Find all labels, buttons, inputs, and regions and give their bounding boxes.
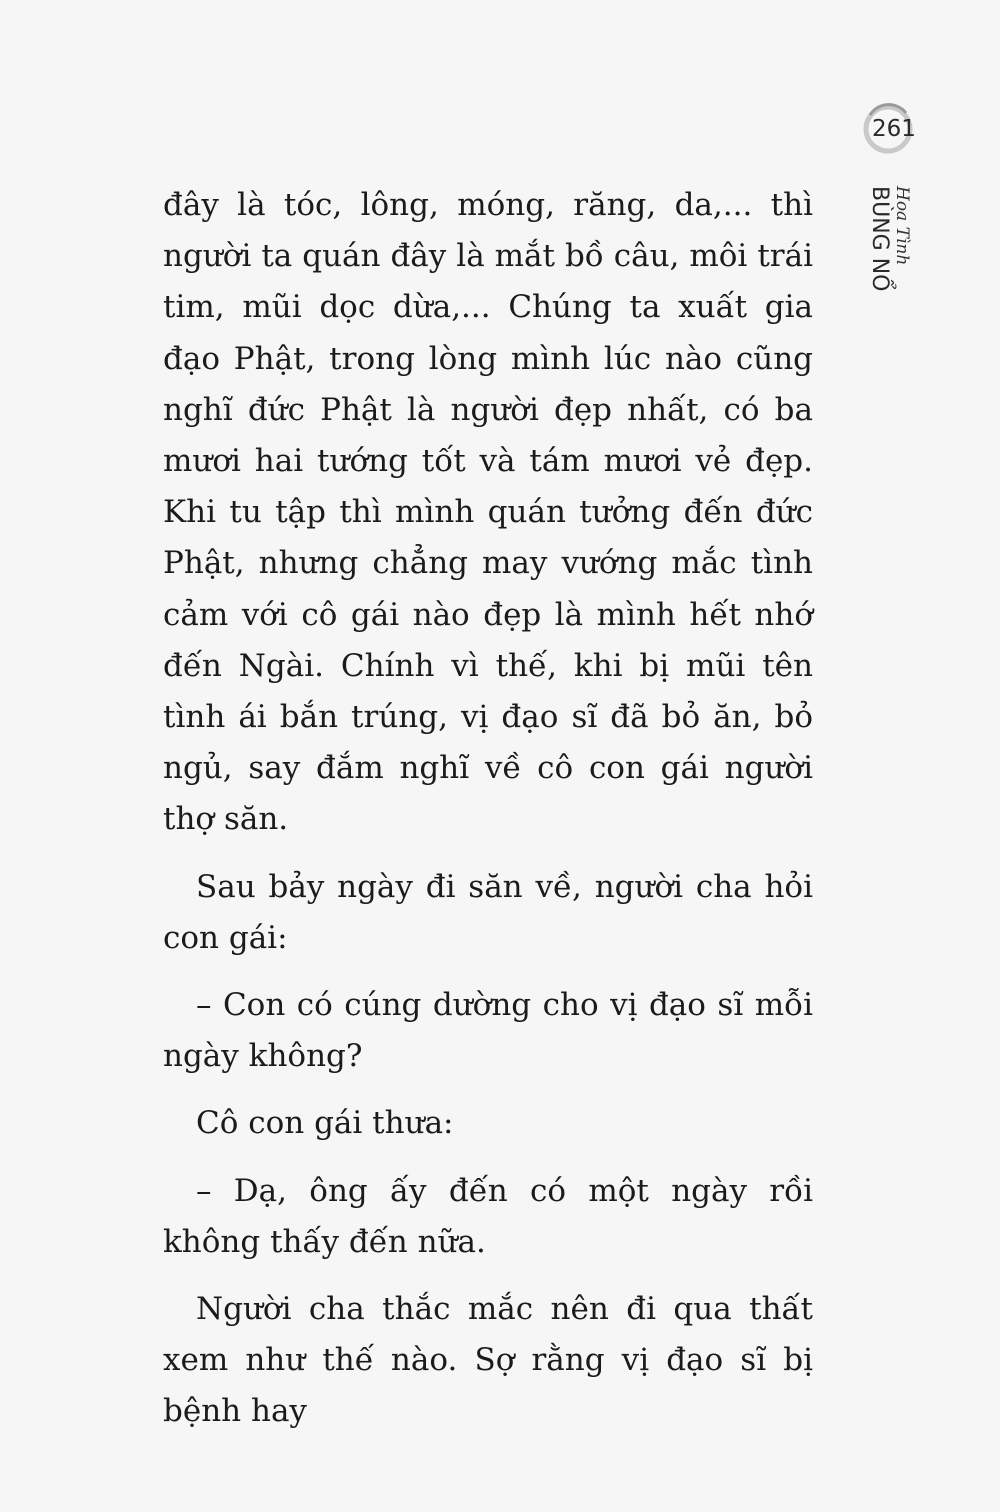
book-title-script: Hoa Tình — [892, 186, 912, 266]
page-number-badge — [862, 103, 914, 155]
paragraph-1: đây là tóc, lông, móng, răng, da,... thì người ta quán đây là mắt bồ câu, môi trái tim, mũi dọc dừa,... Chúng ta xuất gia đạo Phật, trong lòng mình lúc nào cũng nghĩ đức Phật là người đẹp nhất, có ba mươi hai tướng tốt và tám mươi vẻ đẹp. Khi tu tập thì mình quán tưởng đến đức Phật, nhưng chẳng may vướng mắc tình cảm với cô gái nào đẹp là mình hết nhớ đến Ngài. Chính vì thế, khi bị mũi tên tình ái bắn trúng, vị đạo sĩ đã bỏ ăn, bỏ ngủ, say đắm nghĩ về cô con gái người thợ săn. — [163, 187, 813, 838]
paragraph-2: Sau bảy ngày đi săn về, người cha hỏi con gái: — [163, 868, 813, 956]
running-title — [866, 186, 926, 296]
paragraph-5: – Dạ, ông ấy đến có một ngày rồi không thấy đến nữa. — [163, 1172, 813, 1260]
paragraph-4: Cô con gái thưa: — [196, 1105, 454, 1142]
paragraph-3: – Con có cúng dường cho vị đạo sĩ mỗi ngày không? — [163, 987, 813, 1075]
body-text — [163, 180, 813, 1454]
book-title: BÙNG NỔ — [867, 186, 892, 292]
paragraph-6: Người cha thắc mắc nên đi qua thất xem như thế nào. Sợ rằng vị đạo sĩ bị bệnh hay — [163, 1291, 813, 1430]
page-number: 261 — [872, 116, 916, 142]
